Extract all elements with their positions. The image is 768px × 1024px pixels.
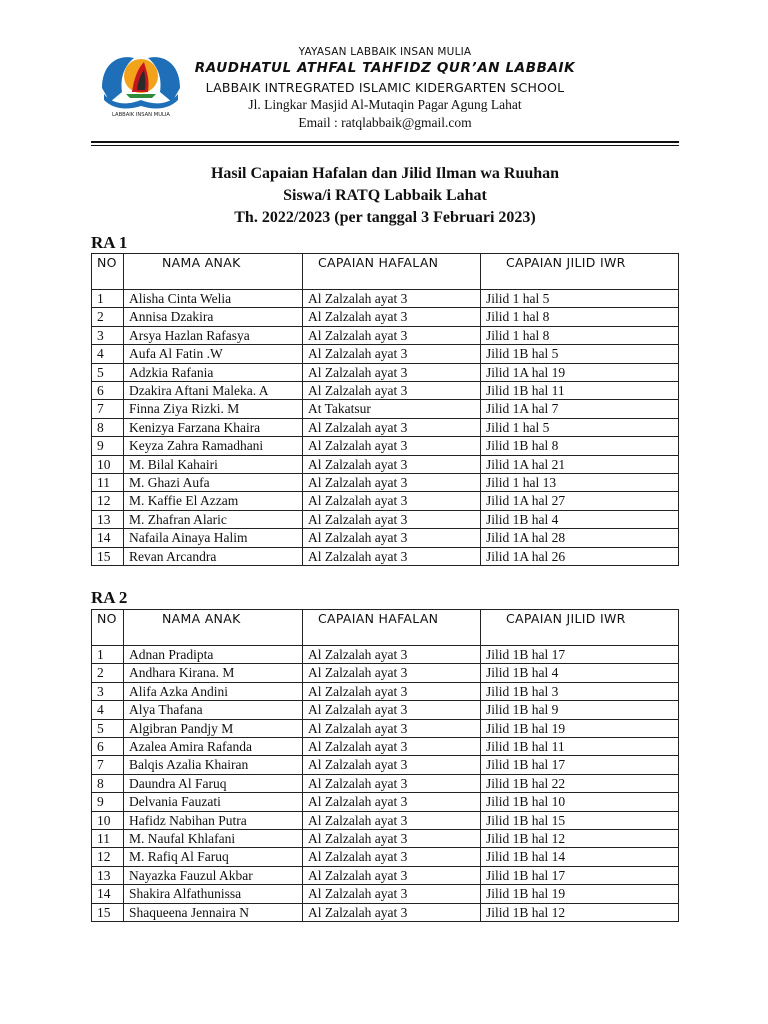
table-row <box>92 363 679 381</box>
cell-no: 8 <box>92 418 124 436</box>
cell-hafalan: Al Zalzalah ayat 3 <box>303 547 481 565</box>
cell-student-name: Alisha Cinta Welia <box>124 290 303 308</box>
cell-hafalan: Al Zalzalah ayat 3 <box>303 756 481 774</box>
cell-student-name: Kenizya Farzana Khaira <box>124 418 303 436</box>
cell-hafalan: Al Zalzalah ayat 3 <box>303 719 481 737</box>
cell-no: 5 <box>92 363 124 381</box>
column-header-hafalan: CAPAIAN HAFALAN <box>303 254 481 290</box>
document-period: Th. 2022/2023 (per tanggal 3 Februari 2023) <box>234 209 536 226</box>
cell-hafalan: Al Zalzalah ayat 3 <box>303 492 481 510</box>
table-row <box>92 811 679 829</box>
letterhead-divider <box>91 141 679 143</box>
cell-no: 11 <box>92 830 124 848</box>
cell-jilid: Jilid 1A hal 19 <box>481 363 679 381</box>
table-header-row <box>92 254 679 290</box>
table-row <box>92 756 679 774</box>
cell-jilid: Jilid 1B hal 11 <box>481 382 679 400</box>
cell-jilid: Jilid 1B hal 8 <box>481 437 679 455</box>
cell-student-name: Arsya Hazlan Rafasya <box>124 326 303 344</box>
cell-hafalan: Al Zalzalah ayat 3 <box>303 774 481 792</box>
cell-no: 12 <box>92 848 124 866</box>
cell-student-name: Adnan Pradipta <box>124 646 303 664</box>
cell-jilid: Jilid 1B hal 3 <box>481 682 679 700</box>
cell-hafalan: Al Zalzalah ayat 3 <box>303 418 481 436</box>
cell-student-name: M. Kaffie El Azzam <box>124 492 303 510</box>
cell-student-name: Algibran Pandjy M <box>124 719 303 737</box>
cell-jilid: Jilid 1B hal 5 <box>481 345 679 363</box>
cell-student-name: Delvania Fauzati <box>124 793 303 811</box>
column-header-no: NO <box>92 254 124 290</box>
cell-hafalan: Al Zalzalah ayat 3 <box>303 903 481 921</box>
cell-jilid: Jilid 1B hal 4 <box>481 510 679 528</box>
cell-no: 9 <box>92 793 124 811</box>
cell-student-name: Annisa Dzakira <box>124 308 303 326</box>
logo-caption: LABBAIK INSAN MULIA <box>112 112 170 118</box>
cell-jilid: Jilid 1B hal 9 <box>481 701 679 719</box>
column-header-hafalan: CAPAIAN HAFALAN <box>303 610 481 646</box>
cell-jilid: Jilid 1B hal 14 <box>481 848 679 866</box>
cell-no: 2 <box>92 308 124 326</box>
cell-jilid: Jilid 1B hal 15 <box>481 811 679 829</box>
cell-jilid: Jilid 1 hal 13 <box>481 474 679 492</box>
cell-hafalan: Al Zalzalah ayat 3 <box>303 382 481 400</box>
cell-jilid: Jilid 1B hal 17 <box>481 646 679 664</box>
cell-student-name: Nafaila Ainaya Halim <box>124 529 303 547</box>
cell-jilid: Jilid 1A hal 7 <box>481 400 679 418</box>
table-row <box>92 326 679 344</box>
cell-jilid: Jilid 1A hal 26 <box>481 547 679 565</box>
table-row <box>92 308 679 326</box>
cell-hafalan: Al Zalzalah ayat 3 <box>303 363 481 381</box>
cell-no: 4 <box>92 701 124 719</box>
cell-no: 15 <box>92 903 124 921</box>
cell-no: 1 <box>92 290 124 308</box>
cell-student-name: Alifa Azka Andini <box>124 682 303 700</box>
cell-hafalan: Al Zalzalah ayat 3 <box>303 885 481 903</box>
cell-jilid: Jilid 1 hal 5 <box>481 418 679 436</box>
column-header-name: NAMA ANAK <box>124 254 303 290</box>
table-row <box>92 547 679 565</box>
cell-no: 7 <box>92 756 124 774</box>
cell-student-name: Dzakira Aftani Maleka. A <box>124 382 303 400</box>
cell-no: 9 <box>92 437 124 455</box>
table-row <box>92 719 679 737</box>
cell-hafalan: Al Zalzalah ayat 3 <box>303 866 481 884</box>
cell-student-name: M. Ghazi Aufa <box>124 474 303 492</box>
cell-hafalan: Al Zalzalah ayat 3 <box>303 811 481 829</box>
cell-student-name: Andhara Kirana. M <box>124 664 303 682</box>
cell-student-name: Adzkia Rafania <box>124 363 303 381</box>
section-label-ra2: RA 2 <box>91 588 128 607</box>
table-row <box>92 492 679 510</box>
table-row <box>92 830 679 848</box>
cell-no: 14 <box>92 885 124 903</box>
cell-hafalan: Al Zalzalah ayat 3 <box>303 326 481 344</box>
cell-no: 12 <box>92 492 124 510</box>
table-row <box>92 793 679 811</box>
cell-jilid: Jilid 1 hal 5 <box>481 290 679 308</box>
cell-no: 15 <box>92 547 124 565</box>
cell-hafalan: Al Zalzalah ayat 3 <box>303 510 481 528</box>
cell-student-name: Alya Thafana <box>124 701 303 719</box>
table-row <box>92 437 679 455</box>
cell-hafalan: Al Zalzalah ayat 3 <box>303 290 481 308</box>
table-row <box>92 738 679 756</box>
cell-student-name: Shaqueena Jennaira N <box>124 903 303 921</box>
cell-no: 3 <box>92 326 124 344</box>
cell-jilid: Jilid 1B hal 12 <box>481 830 679 848</box>
cell-jilid: Jilid 1B hal 10 <box>481 793 679 811</box>
table-ra1 <box>91 253 679 566</box>
cell-jilid: Jilid 1B hal 19 <box>481 719 679 737</box>
cell-no: 8 <box>92 774 124 792</box>
cell-jilid: Jilid 1B hal 22 <box>481 774 679 792</box>
cell-no: 2 <box>92 664 124 682</box>
table-row <box>92 866 679 884</box>
cell-hafalan: Al Zalzalah ayat 3 <box>303 830 481 848</box>
cell-hafalan: Al Zalzalah ayat 3 <box>303 455 481 473</box>
cell-jilid: Jilid 1B hal 4 <box>481 664 679 682</box>
cell-student-name: Keyza Zahra Ramadhani <box>124 437 303 455</box>
cell-no: 13 <box>92 866 124 884</box>
cell-no: 7 <box>92 400 124 418</box>
cell-student-name: M. Zhafran Alaric <box>124 510 303 528</box>
table-ra2 <box>91 609 679 922</box>
cell-no: 6 <box>92 738 124 756</box>
table-row <box>92 510 679 528</box>
column-header-no: NO <box>92 610 124 646</box>
cell-no: 1 <box>92 646 124 664</box>
cell-jilid: Jilid 1A hal 27 <box>481 492 679 510</box>
table-row <box>92 885 679 903</box>
cell-student-name: Finna Ziya Rizki. M <box>124 400 303 418</box>
cell-jilid: Jilid 1B hal 12 <box>481 903 679 921</box>
letterhead-divider-thin <box>91 145 679 146</box>
foundation-name: YAYASAN LABBAIK INSAN MULIA <box>298 46 472 58</box>
cell-student-name: M. Rafiq Al Faruq <box>124 848 303 866</box>
cell-no: 6 <box>92 382 124 400</box>
column-header-jilid: CAPAIAN JILID IWR <box>481 254 679 290</box>
cell-student-name: Nayazka Fauzul Akbar <box>124 866 303 884</box>
table-row <box>92 701 679 719</box>
table-header-row <box>92 610 679 646</box>
cell-hafalan: Al Zalzalah ayat 3 <box>303 664 481 682</box>
school-name: RAUDHATUL ATHFAL TAHFIDZ QUR’AN LABBAIK <box>194 60 576 76</box>
cell-hafalan: Al Zalzalah ayat 3 <box>303 848 481 866</box>
cell-no: 10 <box>92 811 124 829</box>
cell-hafalan: Al Zalzalah ayat 3 <box>303 308 481 326</box>
cell-hafalan: At Takatsur <box>303 400 481 418</box>
table-body <box>92 646 679 922</box>
cell-student-name: Hafidz Nabihan Putra <box>124 811 303 829</box>
cell-jilid: Jilid 1A hal 28 <box>481 529 679 547</box>
table-row <box>92 903 679 921</box>
cell-hafalan: Al Zalzalah ayat 3 <box>303 646 481 664</box>
cell-student-name: Aufa Al Fatin .W <box>124 345 303 363</box>
cell-jilid: Jilid 1 hal 8 <box>481 326 679 344</box>
cell-hafalan: Al Zalzalah ayat 3 <box>303 345 481 363</box>
table-row <box>92 529 679 547</box>
table-row <box>92 345 679 363</box>
table-row <box>92 646 679 664</box>
table-row <box>92 290 679 308</box>
cell-jilid: Jilid 1A hal 21 <box>481 455 679 473</box>
section-label-ra1: RA 1 <box>91 233 128 252</box>
table-row <box>92 400 679 418</box>
table-row <box>92 848 679 866</box>
cell-no: 3 <box>92 682 124 700</box>
column-header-jilid: CAPAIAN JILID IWR <box>481 610 679 646</box>
school-address: Jl. Lingkar Masjid Al-Mutaqin Pagar Agung Lahat <box>248 97 522 112</box>
cell-student-name: Shakira Alfathunissa <box>124 885 303 903</box>
cell-hafalan: Al Zalzalah ayat 3 <box>303 682 481 700</box>
table-row <box>92 418 679 436</box>
cell-hafalan: Al Zalzalah ayat 3 <box>303 701 481 719</box>
cell-jilid: Jilid 1 hal 8 <box>481 308 679 326</box>
table-row <box>92 455 679 473</box>
cell-hafalan: Al Zalzalah ayat 3 <box>303 437 481 455</box>
school-logo <box>100 48 182 122</box>
cell-student-name: M. Bilal Kahairi <box>124 455 303 473</box>
cell-hafalan: Al Zalzalah ayat 3 <box>303 738 481 756</box>
cell-no: 5 <box>92 719 124 737</box>
school-email: Email : ratqlabbaik@gmail.com <box>298 115 472 130</box>
table-row <box>92 682 679 700</box>
table-row <box>92 774 679 792</box>
table-row <box>92 474 679 492</box>
table-body <box>92 290 679 566</box>
table-row <box>92 664 679 682</box>
cell-no: 11 <box>92 474 124 492</box>
cell-student-name: M. Naufal Khlafani <box>124 830 303 848</box>
cell-student-name: Balqis Azalia Khairan <box>124 756 303 774</box>
column-header-name: NAMA ANAK <box>124 610 303 646</box>
table-row <box>92 382 679 400</box>
cell-no: 14 <box>92 529 124 547</box>
cell-student-name: Daundra Al Faruq <box>124 774 303 792</box>
cell-hafalan: Al Zalzalah ayat 3 <box>303 474 481 492</box>
cell-jilid: Jilid 1B hal 11 <box>481 738 679 756</box>
document-title: Hasil Capaian Hafalan dan Jilid Ilman wa Ruuhan <box>210 165 560 182</box>
cell-student-name: Revan Arcandra <box>124 547 303 565</box>
cell-jilid: Jilid 1B hal 17 <box>481 756 679 774</box>
cell-hafalan: Al Zalzalah ayat 3 <box>303 793 481 811</box>
cell-student-name: Azalea Amira Rafanda <box>124 738 303 756</box>
cell-jilid: Jilid 1B hal 19 <box>481 885 679 903</box>
cell-hafalan: Al Zalzalah ayat 3 <box>303 529 481 547</box>
school-name-english: LABBAIK INTREGRATED ISLAMIC KIDERGARTEN SCHOOL <box>205 80 565 95</box>
document-subtitle: Siswa/i RATQ Labbaik Lahat <box>283 187 487 204</box>
cell-no: 4 <box>92 345 124 363</box>
cell-jilid: Jilid 1B hal 17 <box>481 866 679 884</box>
cell-no: 13 <box>92 510 124 528</box>
cell-no: 10 <box>92 455 124 473</box>
